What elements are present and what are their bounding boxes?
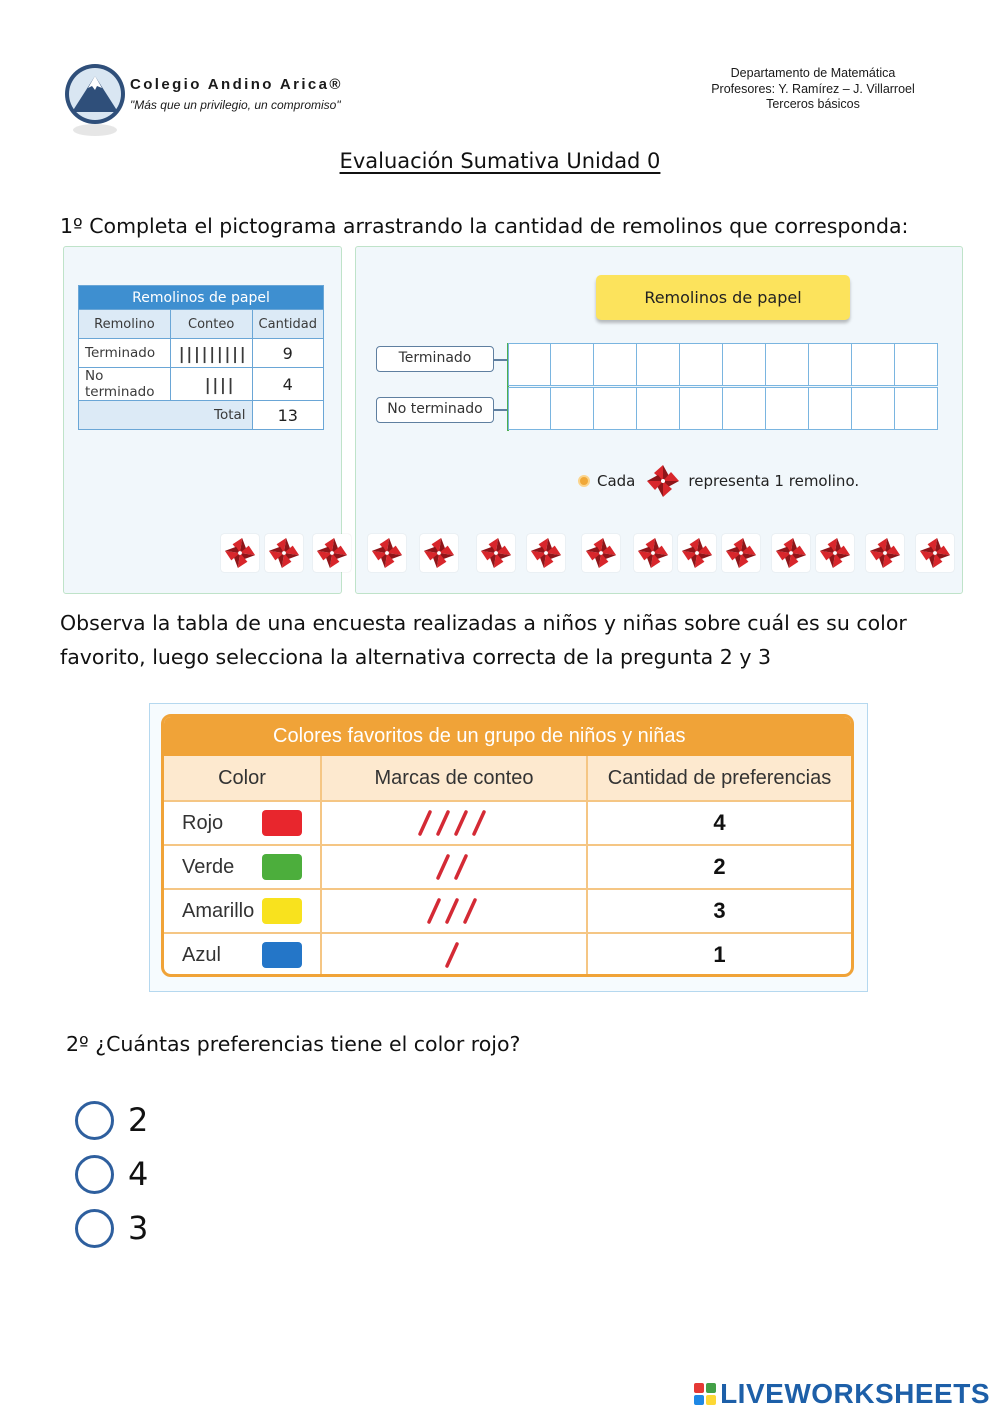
pictogram-label-terminado: Terminado bbox=[376, 346, 494, 372]
drop-cell[interactable] bbox=[636, 343, 680, 386]
draggable-pinwheel[interactable] bbox=[477, 534, 515, 572]
drop-cell[interactable] bbox=[722, 387, 766, 430]
drop-cell[interactable] bbox=[765, 343, 809, 386]
tally-marks-icon bbox=[432, 852, 476, 882]
draggable-pinwheel[interactable] bbox=[420, 534, 458, 572]
table-row bbox=[164, 800, 851, 844]
pinwheel-icon bbox=[313, 534, 351, 572]
tally-table bbox=[78, 285, 324, 430]
color-table-frame bbox=[149, 703, 868, 992]
color-name: Amarillo bbox=[182, 899, 255, 922]
legend-suffix: representa 1 remolino. bbox=[688, 472, 860, 490]
question-1: 1º Completa el pictograma arrastrando la cantidad de remolinos que corresponda: bbox=[60, 214, 909, 238]
brand-name: LIVEWORKSHEETS bbox=[720, 1378, 990, 1409]
question-2: 2º ¿Cuántas preferencias tiene el color rojo? bbox=[66, 1032, 521, 1056]
pinwheel-icon bbox=[634, 534, 672, 572]
pictogram-label-no-terminado: No terminado bbox=[376, 397, 494, 423]
pinwheel-icon bbox=[678, 534, 716, 572]
tally-header-remolino: Remolino bbox=[79, 310, 171, 339]
color-cell bbox=[164, 934, 322, 976]
tally-header-cantidad: Cantidad bbox=[252, 310, 323, 339]
tally-marks: |||| bbox=[170, 368, 252, 401]
drop-cell[interactable] bbox=[894, 387, 938, 430]
label-connector bbox=[494, 409, 507, 411]
tally-marks bbox=[322, 934, 588, 976]
preference-count: 2 bbox=[713, 854, 726, 879]
bullet-icon bbox=[578, 475, 590, 487]
preference-count: 3 bbox=[713, 898, 726, 923]
pinwheel-icon bbox=[582, 534, 620, 572]
drop-cell[interactable] bbox=[851, 387, 895, 430]
pictogram-title: Remolinos de papel bbox=[596, 275, 850, 320]
tally-count: 4 bbox=[252, 368, 323, 401]
drop-cell[interactable] bbox=[851, 343, 895, 386]
drop-cell[interactable] bbox=[679, 343, 723, 386]
grade: Terceros básicos bbox=[766, 97, 860, 111]
drop-cell[interactable] bbox=[550, 343, 594, 386]
draggable-pinwheel[interactable] bbox=[582, 534, 620, 572]
color-cell bbox=[164, 890, 322, 932]
tally-row-label: No terminado bbox=[79, 368, 171, 401]
tally-total-value: 13 bbox=[252, 401, 323, 430]
pictogram-legend bbox=[578, 461, 859, 501]
preference-count: 4 bbox=[713, 810, 726, 835]
draggable-pinwheel[interactable] bbox=[678, 534, 716, 572]
color-table-caption: Colores favoritos de un grupo de niños y niñas bbox=[164, 717, 851, 756]
draggable-pinwheel[interactable] bbox=[866, 534, 904, 572]
pinwheel-icon bbox=[816, 534, 854, 572]
tally-total-label: Total bbox=[79, 401, 253, 430]
pinwheel-icon bbox=[916, 534, 954, 572]
draggable-pinwheel[interactable] bbox=[722, 534, 760, 572]
option-c[interactable] bbox=[75, 1206, 148, 1250]
color-table-header bbox=[164, 756, 851, 800]
color-table bbox=[161, 714, 854, 977]
instructions-text: Observa la tabla de una encuesta realizadas a niños y niñas sobre cuál es su color favorito, luego selecciona la alternativa correcta de la pregunta 2 y 3 bbox=[60, 611, 907, 669]
color-cell bbox=[164, 846, 322, 888]
drop-row-no-terminado[interactable] bbox=[509, 387, 938, 430]
option-label: 3 bbox=[128, 1209, 149, 1247]
pinwheel-icon bbox=[527, 534, 565, 572]
option-label: 2 bbox=[128, 1101, 149, 1139]
draggable-pinwheel[interactable] bbox=[313, 534, 351, 572]
draggable-pinwheel[interactable] bbox=[772, 534, 810, 572]
drop-cell[interactable] bbox=[508, 343, 552, 386]
teachers: Profesores: Y. Ramírez – J. Villarroel bbox=[711, 81, 915, 96]
draggable-pinwheel[interactable] bbox=[816, 534, 854, 572]
drop-cell[interactable] bbox=[894, 343, 938, 386]
option-a[interactable] bbox=[75, 1098, 148, 1142]
tally-header-conteo: Conteo bbox=[170, 310, 252, 339]
header-color: Color bbox=[164, 756, 322, 800]
tally-marks: ||||||||| bbox=[170, 339, 252, 368]
draggable-pinwheel[interactable] bbox=[916, 534, 954, 572]
color-name: Verde bbox=[182, 855, 235, 878]
tally-row bbox=[79, 368, 324, 401]
color-name: Azul bbox=[182, 943, 221, 966]
pinwheel-icon bbox=[772, 534, 810, 572]
pinwheel-icon bbox=[477, 534, 515, 572]
drop-cell[interactable] bbox=[593, 387, 637, 430]
pinwheel-icon bbox=[221, 534, 259, 572]
drop-cell[interactable] bbox=[808, 387, 852, 430]
draggable-pinwheel[interactable] bbox=[265, 534, 303, 572]
radio-button[interactable] bbox=[75, 1101, 114, 1140]
tally-marks-icon bbox=[423, 896, 485, 926]
tally-marks-icon bbox=[441, 940, 467, 970]
drop-row-terminado[interactable] bbox=[509, 343, 938, 386]
tally-marks bbox=[322, 890, 588, 932]
school-logo bbox=[62, 60, 128, 138]
draggable-pinwheel[interactable] bbox=[634, 534, 672, 572]
tally-marks bbox=[322, 802, 588, 844]
color-swatch bbox=[262, 942, 302, 968]
liveworksheets-icon bbox=[694, 1383, 716, 1405]
drop-cell[interactable] bbox=[593, 343, 637, 386]
pinwheel-icon bbox=[643, 461, 683, 501]
tally-marks-icon bbox=[414, 808, 494, 838]
drop-cell[interactable] bbox=[765, 387, 809, 430]
radio-button[interactable] bbox=[75, 1209, 114, 1248]
color-name: Rojo bbox=[182, 811, 224, 834]
draggable-pinwheel[interactable] bbox=[221, 534, 259, 572]
option-b[interactable] bbox=[75, 1152, 148, 1196]
drop-cell[interactable] bbox=[508, 387, 552, 430]
liveworksheets-logo bbox=[694, 1378, 990, 1410]
tally-row bbox=[79, 339, 324, 368]
legend-prefix: Cada bbox=[597, 472, 636, 490]
color-swatch bbox=[262, 810, 302, 836]
tally-count: 9 bbox=[252, 339, 323, 368]
table-row bbox=[164, 888, 851, 932]
header-marks: Marcas de conteo bbox=[322, 756, 588, 800]
option-label: 4 bbox=[128, 1155, 149, 1193]
table-row bbox=[164, 932, 851, 976]
color-swatch bbox=[262, 898, 302, 924]
department-info bbox=[690, 66, 936, 113]
color-cell bbox=[164, 802, 322, 844]
drop-cell[interactable] bbox=[722, 343, 766, 386]
draggable-pinwheel[interactable] bbox=[368, 534, 406, 572]
pinwheel-icon bbox=[420, 534, 458, 572]
preference-count: 1 bbox=[713, 942, 726, 967]
school-motto: "Más que un privilegio, un compromiso" bbox=[130, 98, 341, 112]
pinwheel-icon bbox=[866, 534, 904, 572]
department-name: Departamento de Matemática bbox=[730, 66, 896, 80]
drop-cell[interactable] bbox=[679, 387, 723, 430]
color-swatch bbox=[262, 854, 302, 880]
tally-row-label: Terminado bbox=[79, 339, 171, 368]
tally-caption: Remolinos de papel bbox=[79, 286, 324, 310]
school-name: Colegio Andino Arica® bbox=[130, 76, 343, 93]
label-connector bbox=[494, 359, 507, 361]
drop-cell[interactable] bbox=[550, 387, 594, 430]
drop-cell[interactable] bbox=[808, 343, 852, 386]
pinwheel-icon bbox=[368, 534, 406, 572]
draggable-pinwheel[interactable] bbox=[527, 534, 565, 572]
header-count: Cantidad de preferencias bbox=[607, 766, 832, 789]
tally-marks bbox=[322, 846, 588, 888]
radio-button[interactable] bbox=[75, 1155, 114, 1194]
pinwheel-icon bbox=[722, 534, 760, 572]
pinwheel-icon bbox=[265, 534, 303, 572]
table-row bbox=[164, 844, 851, 888]
page-title: Evaluación Sumativa Unidad 0 bbox=[339, 149, 661, 173]
drop-cell[interactable] bbox=[636, 387, 680, 430]
